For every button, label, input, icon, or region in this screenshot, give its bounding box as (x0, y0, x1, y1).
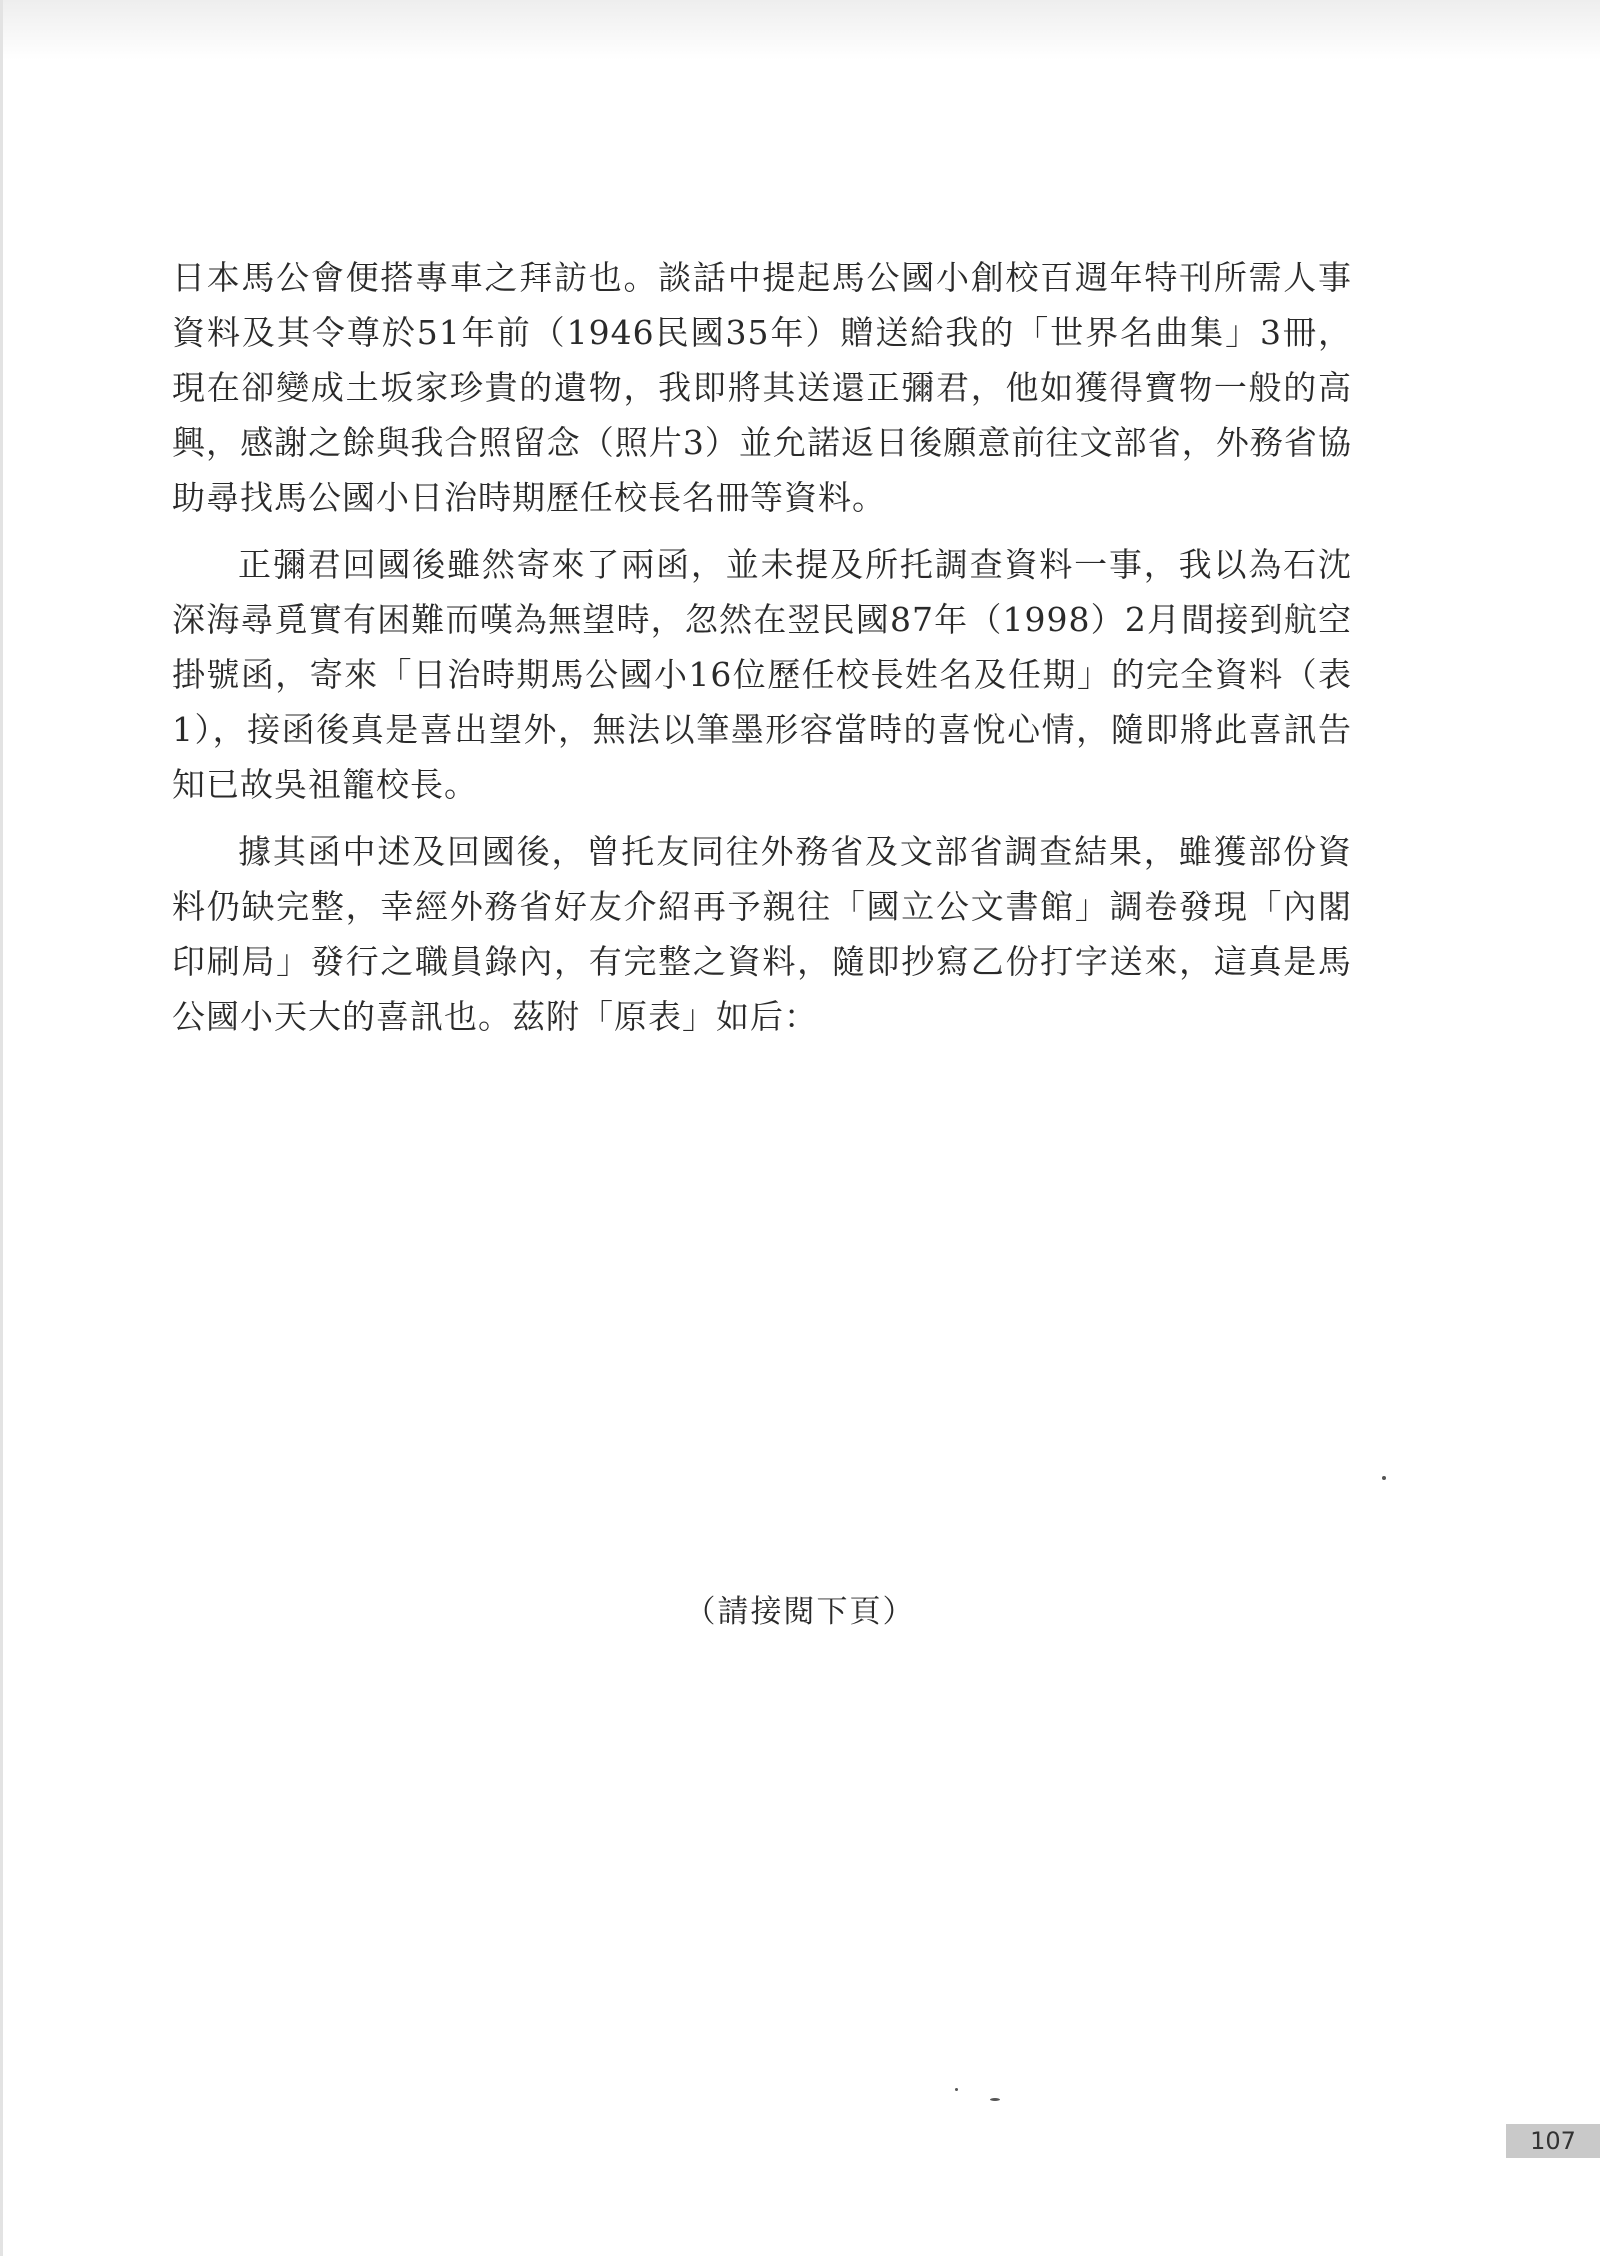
scan-speck (955, 2088, 958, 2091)
paragraph-3: 據其函中述及回國後，曾托友同往外務省及文部省調查結果，雖獲部份資料仍缺完整，幸經外務省好友介紹再予親往「國立公文書館」調卷發現「內閣印刷局」發行之職員錄內，有完整之資料，隨即抄寫乙份打字送來，這真是馬公國小天大的喜訊也。茲附「原表」如后： (172, 832, 1352, 1036)
paragraph-1: 日本馬公會便搭專車之拜訪也。談話中提起馬公國小創校百週年特刊所需人事資料及其令尊於51年前（1946民國35年）贈送給我的「世界名曲集」3冊，現在卻變成土坂家珍貴的遺物，我即將其送還正彌君，他如獲得寶物一般的高興，感謝之餘與我合照留念（照片3）並允諾返日後願意前往文部省，外務省協助尋找馬公國小日治時期歷任校長名冊等資料。 (172, 258, 1352, 517)
page-number: 107 (1506, 2124, 1600, 2158)
page-left-edge (0, 0, 3, 2256)
scan-speck (1382, 1476, 1386, 1480)
page-top-shade (0, 0, 1600, 60)
paragraph-2: 正彌君回國後雖然寄來了兩函，並未提及所托調查資料一事，我以為石沈深海尋覓實有困難而嘆為無望時，忽然在翌民國87年（1998）2月間接到航空掛號函，寄來「日治時期馬公國小16位歷任校長姓名及任期」的完全資料（表1），接函後真是喜出望外，無法以筆墨形容當時的喜悅心情，隨即將此喜訊告知已故吳祖籠校長。 (172, 545, 1352, 804)
scan-speck (990, 2098, 1000, 2101)
continued-next-page-note: （請接閱下頁） (684, 1594, 916, 1630)
body-text (172, 250, 1352, 1056)
